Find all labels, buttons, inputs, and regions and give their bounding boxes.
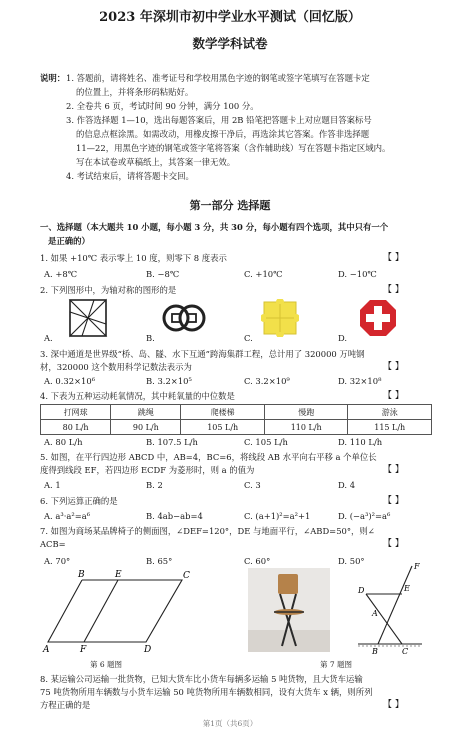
oxygen-table xyxy=(40,404,432,435)
q6-option-b: B. 4ab−ab=4 xyxy=(146,511,203,521)
q1-option-c: C. +10℃ xyxy=(244,269,283,279)
figure-6-caption: 第 6 题图 xyxy=(90,660,123,669)
q7-stem: ACB= xyxy=(40,539,66,549)
fig7-label-c: C xyxy=(402,647,409,656)
table-header-cell: 跳绳 xyxy=(111,405,181,420)
fig6-label-c: C xyxy=(183,571,190,581)
table-row xyxy=(41,420,432,435)
q2-option-d: D. xyxy=(338,333,348,343)
section-intro: 一、选择题（本大题共 10 小题，每小题 3 分，共 30 分，每小题有四个选项，其中只有一个 xyxy=(40,222,389,232)
red-cross-figure xyxy=(358,298,398,338)
q7-option-c: C. 60° xyxy=(244,556,271,566)
fig7-label-f: F xyxy=(414,562,420,571)
table-header-cell: 游泳 xyxy=(348,405,432,420)
q4-option-c: C. 105 L/h xyxy=(244,437,288,447)
answer-bracket[interactable]: 【 】 xyxy=(383,285,404,295)
q1-option-b: B. −8℃ xyxy=(146,269,180,279)
q1-option-a: A. +8℃ xyxy=(44,269,78,279)
q2-stem: 2. 下列图形中，为轴对称的图形的是 xyxy=(40,285,177,295)
chair-photo xyxy=(248,568,330,652)
section-title: 第一部分 选择题 xyxy=(189,199,271,212)
q4-option-b: B. 107.5 L/h xyxy=(146,437,198,447)
q7-option-d: D. 50° xyxy=(338,556,365,566)
q3-option-b: B. 3.2×10⁵ xyxy=(146,376,192,386)
answer-bracket[interactable]: 【 】 xyxy=(383,496,404,506)
instruction-line: 的信息点框涂黑。如需改动，用橡皮擦干净后，再选涂其它答案。作答非选择题 xyxy=(76,129,370,139)
q5-stem: 度得到线段 EF，若四边形 ECDF 为菱形时，则 a 的值为 xyxy=(40,465,255,475)
instruction-line: 写在本试卷或草稿纸上，其答案一律无效。 xyxy=(76,157,236,167)
fig6-label-b: B xyxy=(78,570,85,580)
answer-bracket[interactable]: 【 】 xyxy=(383,391,404,401)
figure-7-caption: 第 7 题图 xyxy=(320,660,353,669)
q3-stem: 3. 深中通道是世界级“桥、岛、隧、水下互通”跨海集群工程，总计用了 320000 万吨钢 xyxy=(40,349,365,359)
table-cell: 115 L/h xyxy=(348,420,432,435)
page-title: 2023 年深圳市初中学业水平测试（回忆版） xyxy=(99,10,361,25)
fig7-label-d: D xyxy=(358,586,365,595)
instruction-line: 11—22，用黑色字迹的钢笔或签字笔将答案（含作辅助线）写在答题卡指定区域内。 xyxy=(76,143,391,153)
q6-option-c: C. (a+1)²=a²+1 xyxy=(244,511,311,521)
answer-bracket[interactable]: 【 】 xyxy=(383,539,404,549)
q3-option-a: A. 0.32×10⁶ xyxy=(44,376,96,386)
q5-option-a: A. 1 xyxy=(44,480,61,490)
q2-option-c: C. xyxy=(244,333,253,343)
q7-option-a: A. 70° xyxy=(44,556,71,566)
fig7-label-a: A xyxy=(372,609,378,618)
table-cell: 110 L/h xyxy=(264,420,348,435)
answer-bracket[interactable]: 【 】 xyxy=(383,253,404,263)
q2-option-b: B. xyxy=(146,333,155,343)
instruction-line: 2. 全卷共 6 页，考试时间 90 分钟，满分 100 分。 xyxy=(66,101,259,111)
table-cell: 105 L/h xyxy=(181,420,265,435)
fig6-label-f: F xyxy=(80,645,87,655)
q6-option-a: A. a³·a²=a⁶ xyxy=(44,511,91,521)
q5-option-b: B. 2 xyxy=(146,480,163,490)
q5-option-d: D. 4 xyxy=(338,480,356,490)
page-footer: 第1页（共6页） xyxy=(202,719,258,728)
q6-option-d: D. (−a³)²=a⁶ xyxy=(338,511,391,521)
q5-stem: 5. 如图，在平行四边形 ABCD 中，AB=4，BC=6，将线段 AB 水平向右平移 a 个单位长 xyxy=(40,452,377,462)
q6-stem: 6. 下列运算正确的是 xyxy=(40,496,118,506)
q7-option-b: B. 65° xyxy=(146,556,173,566)
pinwheel-figure xyxy=(68,298,108,338)
puzzle-figure xyxy=(261,299,299,337)
instruction-line: 4. 考试结束后，请将答题卡交回。 xyxy=(66,171,194,181)
instruction-line: 的位置上，并将条形码粘贴好。 xyxy=(76,87,194,97)
section-intro: 是正确的） xyxy=(48,236,90,246)
q3-stem: 材，320000 这个数用科学记数法表示为 xyxy=(40,362,192,372)
table-header-cell: 爬楼梯 xyxy=(181,405,265,420)
q8-stem: 75 吨货物所用车辆数与小货车运输 50 吨货物所用车辆数相同，设有大货车 x 辆，则所列 xyxy=(40,687,373,697)
q4-option-d: D. 110 L/h xyxy=(338,437,383,447)
answer-bracket[interactable]: 【 】 xyxy=(383,362,404,372)
answer-bracket[interactable]: 【 】 xyxy=(383,700,404,710)
table-header-cell: 慢跑 xyxy=(264,405,348,420)
figure-7-chair-diagram xyxy=(352,560,432,656)
figure-6-parallelogram xyxy=(42,570,202,656)
q8-stem: 方程正确的是 xyxy=(40,700,91,710)
fig6-label-e: E xyxy=(115,570,122,580)
q7-stem: 7. 如图为商场某品牌椅子的侧面图，∠DEF=120°，DE 与地面平行，∠ABD=50°，则∠ xyxy=(40,526,375,536)
q4-stem: 4. 下表为五种运动耗氧情况，其中耗氧量的中位数是 xyxy=(40,391,235,401)
table-cell: 80 L/h xyxy=(41,420,111,435)
q5-option-c: C. 3 xyxy=(244,480,261,490)
q1-stem: 1. 如果 +10℃ 表示零上 10 度，则零下 8 度表示 xyxy=(40,253,227,263)
q3-option-d: D. 32×10⁸ xyxy=(338,376,382,386)
fig6-label-d: D xyxy=(144,645,152,655)
fig7-label-e: E xyxy=(404,584,410,593)
q3-option-c: C. 3.2×10⁹ xyxy=(244,376,290,386)
instruction-line: 3. 作答选择题 1—10，选出每题答案后，用 2B 铅笔把答题卡上对应题目答案标号 xyxy=(66,115,372,125)
q1-option-d: D. −10℃ xyxy=(338,269,377,279)
page-subtitle: 数学学科试卷 xyxy=(192,36,268,51)
fig7-label-b: B xyxy=(372,647,378,656)
q4-option-a: A. 80 L/h xyxy=(44,437,83,447)
q8-stem: 8. 某运输公司运输一批货物，已知大货车比小货车每辆多运输 5 吨货物，且大货车运输 xyxy=(40,674,363,684)
instructions-label: 说明： xyxy=(40,73,66,83)
answer-bracket[interactable]: 【 】 xyxy=(383,465,404,475)
table-row xyxy=(41,405,432,420)
coins-figure xyxy=(162,300,206,336)
q2-option-a: A. xyxy=(44,333,53,343)
table-cell: 90 L/h xyxy=(111,420,181,435)
table-header-cell: 打网球 xyxy=(41,405,111,420)
fig6-label-a: A xyxy=(43,645,50,655)
instruction-line: 1. 答题前，请将姓名、准考证号和学校用黑色字迹的钢笔或签字笔填写在答题卡定 xyxy=(66,73,370,83)
